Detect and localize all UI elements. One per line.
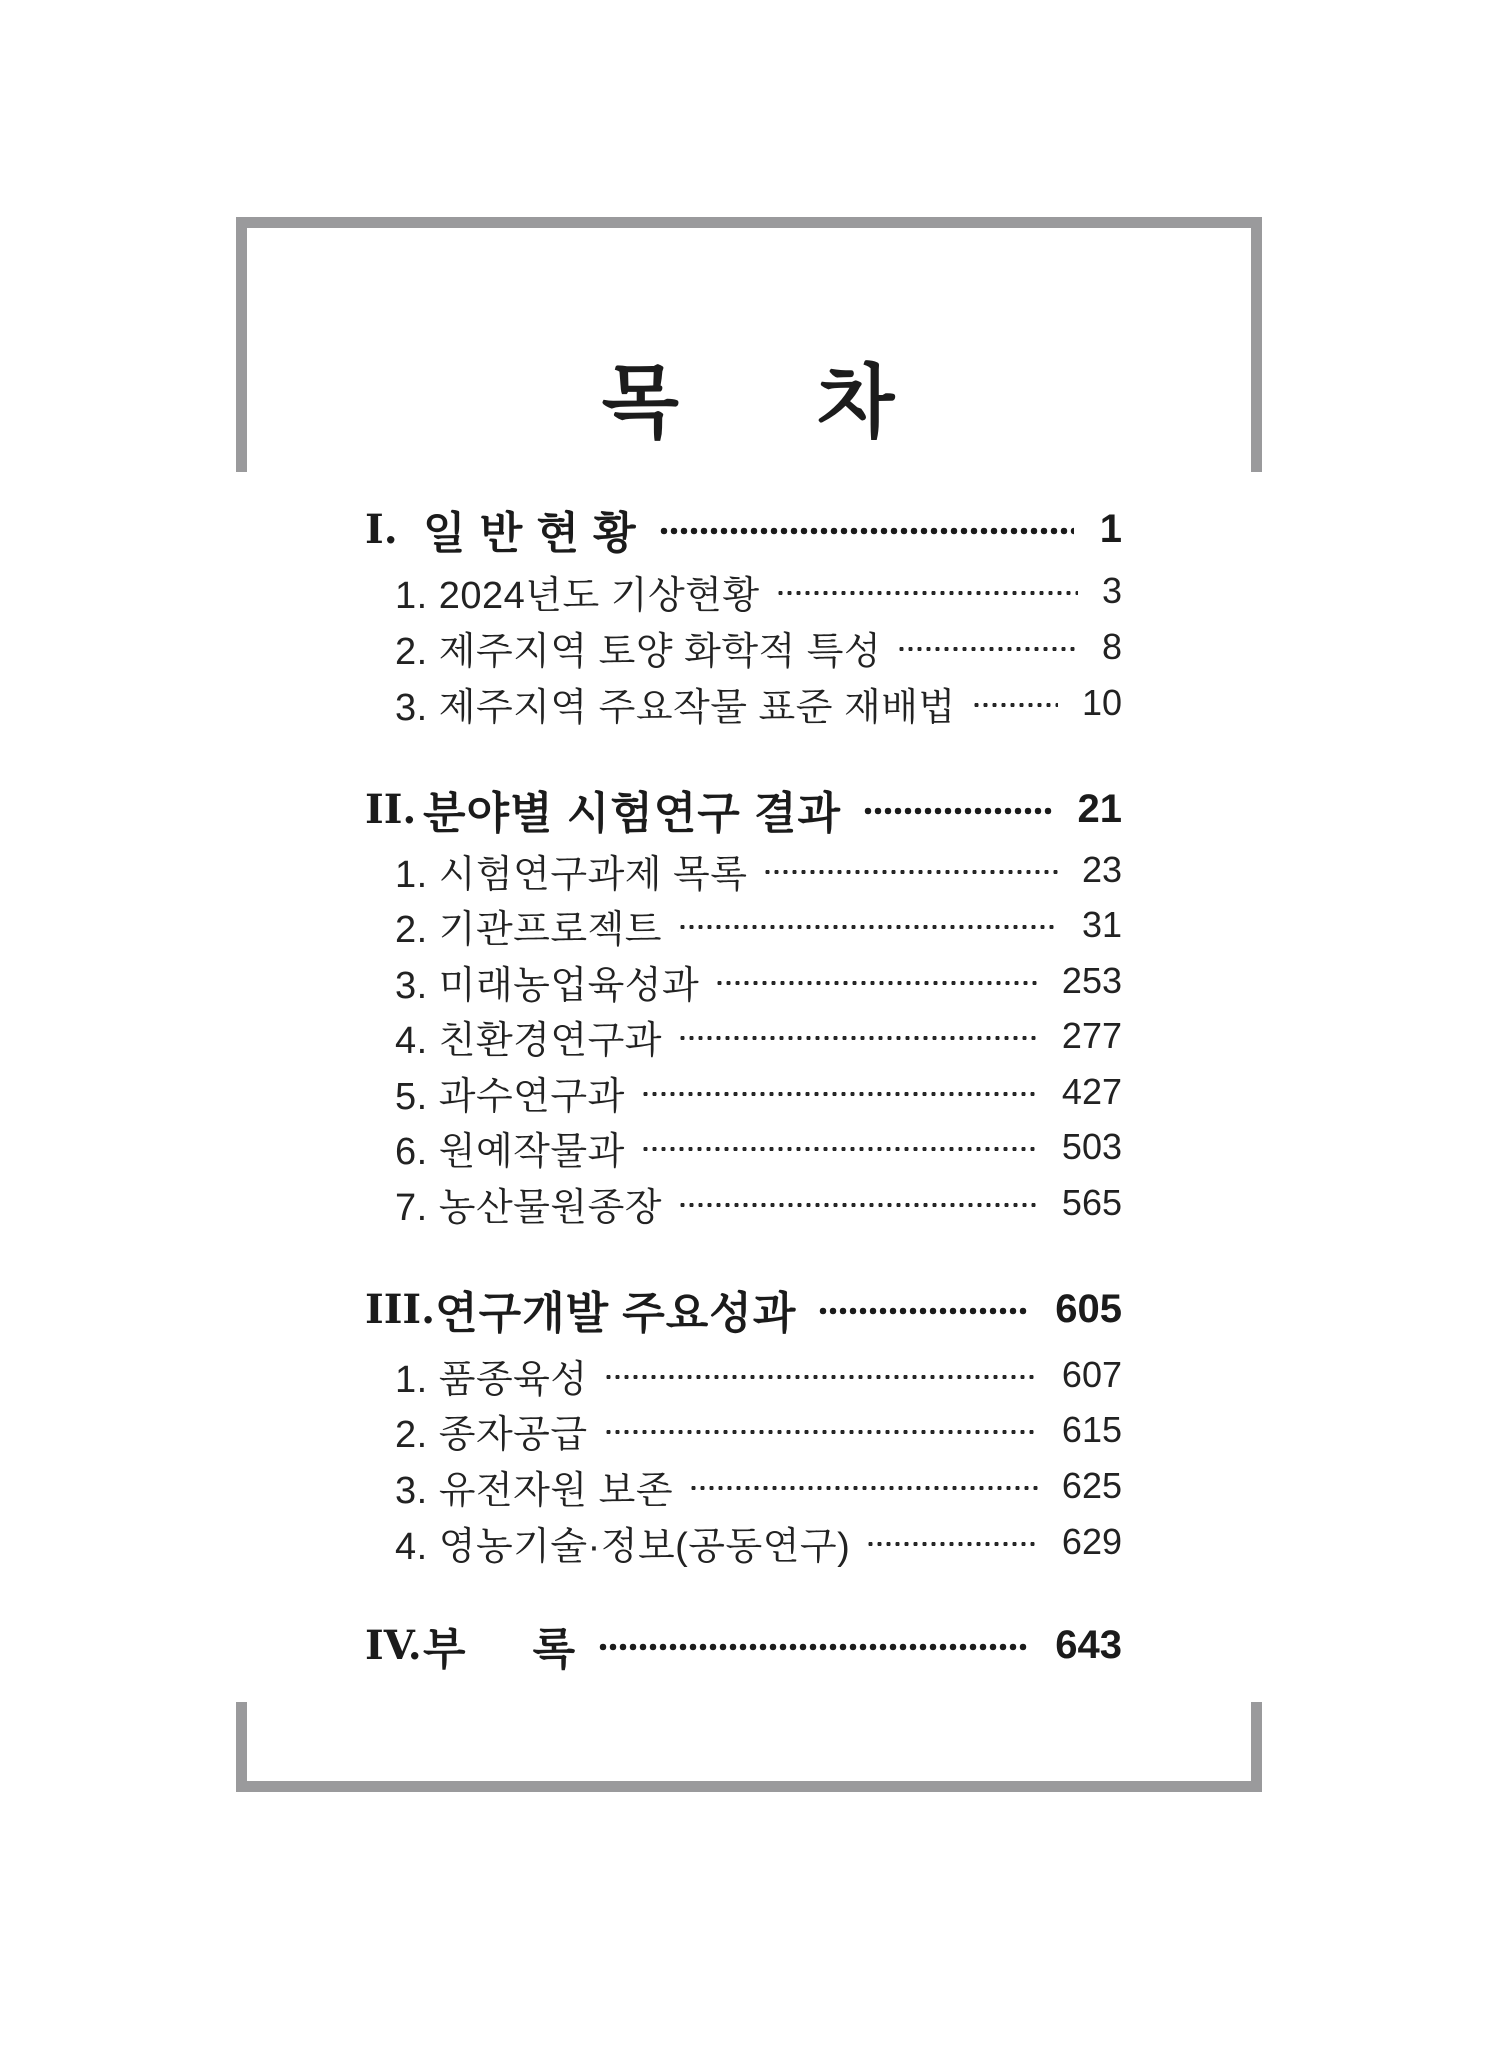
toc-section-heading: [365, 781, 1122, 837]
dot-leader: [641, 1145, 1038, 1153]
dot-leader: [818, 1306, 1029, 1316]
toc-entry: [395, 897, 1122, 953]
toc-entry: [395, 563, 1122, 619]
section-label: 분야별 시험연구 결과: [423, 789, 841, 838]
dot-leader: [972, 701, 1058, 709]
toc-entry: [395, 1175, 1122, 1231]
toc-entry: [395, 842, 1122, 898]
dot-leader: [641, 1090, 1038, 1098]
entry-label: 3. 미래농업육성과: [395, 964, 700, 1007]
toc-section-heading: [365, 1617, 1122, 1673]
section-page-number: 1: [1099, 506, 1122, 551]
entry-page-number: 10: [1081, 682, 1122, 723]
entry-page-number: 277: [1061, 1015, 1122, 1056]
entry-label: 1. 시험연구과제 목록: [395, 853, 748, 896]
section-page-number: 605: [1055, 1286, 1122, 1331]
entry-page-number: 253: [1061, 960, 1122, 1001]
section-page-number: 643: [1055, 1622, 1122, 1667]
entry-label: 5. 과수연구과: [395, 1075, 625, 1118]
dot-leader: [897, 645, 1078, 653]
dot-leader: [678, 1201, 1038, 1209]
section-numeral: I.: [365, 505, 398, 553]
section-numeral: II.: [365, 785, 417, 833]
section-label: 일 반 현 황: [423, 509, 637, 558]
entry-label: 2. 기관프로젝트: [395, 908, 662, 951]
entry-page-number: 8: [1101, 626, 1122, 667]
entry-page-number: 565: [1061, 1182, 1122, 1223]
entry-page-number: 607: [1061, 1354, 1122, 1395]
dot-leader: [763, 868, 1057, 876]
section-page-number: 21: [1077, 786, 1122, 831]
toc-entry: [395, 1064, 1122, 1120]
dot-leader: [598, 1642, 1029, 1652]
toc-entry: [395, 675, 1122, 731]
entry-label: 1. 2024년도 기상현황: [395, 574, 760, 617]
toc-section-heading: [365, 501, 1122, 557]
entry-label: 3. 유전자원 보존: [395, 1469, 674, 1512]
entry-page-number: 625: [1061, 1465, 1122, 1506]
dot-leader: [776, 589, 1078, 597]
toc-entry: [395, 1347, 1122, 1403]
entry-label: 1. 품종육성: [395, 1358, 588, 1401]
section-numeral: III.: [365, 1285, 436, 1333]
entry-label: 7. 농산물원종장: [395, 1186, 662, 1229]
dot-leader: [715, 979, 1038, 987]
section-label: 연구개발 주요성과: [435, 1289, 797, 1338]
dot-leader: [689, 1484, 1038, 1492]
dot-leader: [678, 1034, 1038, 1042]
bottom-corner-frame: [236, 1702, 1262, 1792]
toc-entry: [395, 1458, 1122, 1514]
toc-section-heading: [365, 1281, 1122, 1337]
dot-leader: [863, 806, 1052, 816]
dot-leader: [866, 1540, 1038, 1548]
dot-leader: [604, 1428, 1038, 1436]
dot-leader: [604, 1373, 1038, 1381]
toc-entry: [395, 953, 1122, 1009]
section-label: 부 록: [423, 1625, 577, 1674]
entry-label: 4. 친환경연구과: [395, 1019, 662, 1062]
entry-page-number: 629: [1061, 1521, 1122, 1562]
toc-entry: [395, 1514, 1122, 1570]
entry-label: 6. 원예작물과: [395, 1130, 625, 1173]
toc-entry: [395, 1008, 1122, 1064]
dot-leader: [659, 526, 1074, 536]
toc-entry: [395, 619, 1122, 675]
entry-page-number: 427: [1061, 1071, 1122, 1112]
toc-entry: [395, 1402, 1122, 1458]
entry-page-number: 503: [1061, 1126, 1122, 1167]
entry-label: 2. 종자공급: [395, 1413, 588, 1456]
entry-label: 3. 제주지역 주요작물 표준 재배법: [395, 686, 956, 729]
entry-label: 4. 영농기술·정보(공동연구): [395, 1525, 851, 1568]
section-numeral: IV.: [365, 1621, 422, 1669]
entry-page-number: 615: [1061, 1409, 1122, 1450]
entry-page-number: 3: [1101, 570, 1122, 611]
dot-leader: [678, 923, 1058, 931]
toc-entry: [395, 1119, 1122, 1175]
page-title: 목 차: [601, 358, 897, 447]
entry-page-number: 23: [1081, 849, 1122, 890]
entry-label: 2. 제주지역 토양 화학적 특성: [395, 630, 882, 673]
entry-page-number: 31: [1081, 904, 1122, 945]
